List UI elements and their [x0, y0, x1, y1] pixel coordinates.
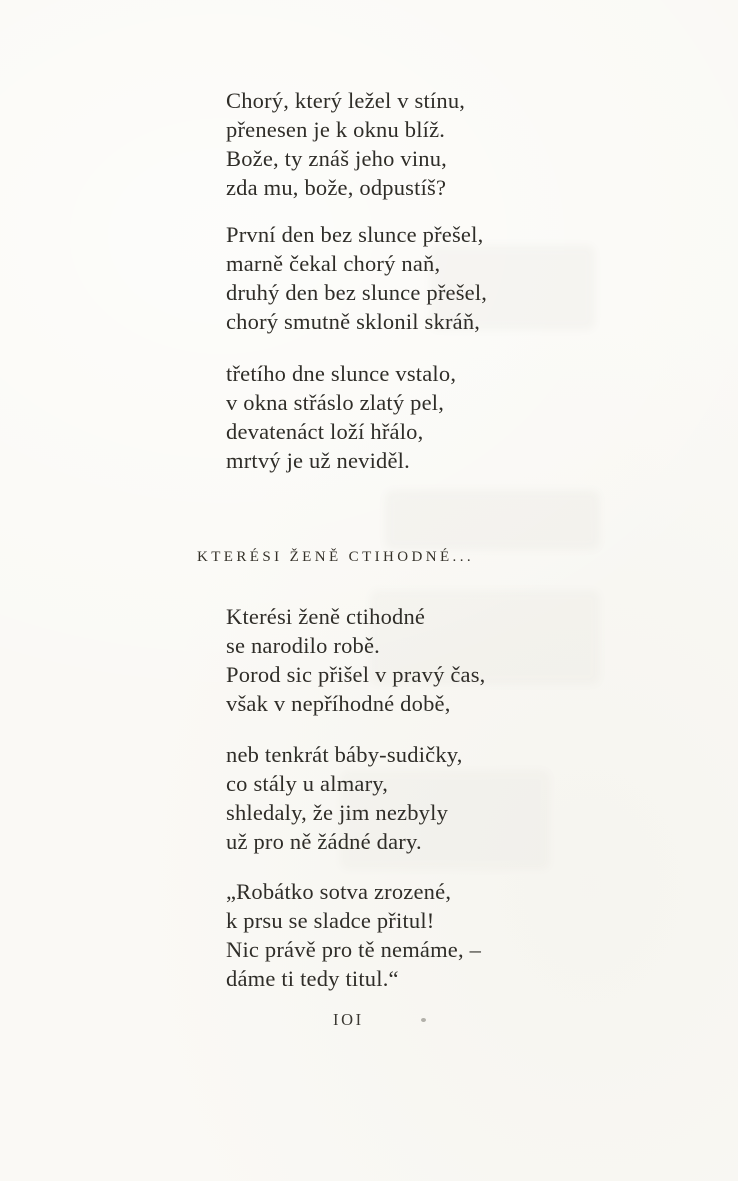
verse-line: v okna střáslo zlatý pel,	[226, 390, 445, 415]
verse-line: První den bez slunce přešel,	[226, 222, 484, 247]
verse-line: chorý smutně sklonil skráň,	[226, 309, 481, 334]
verse-line: Bože, ty znáš jeho vinu,	[226, 146, 447, 171]
verse-line: Chorý, který ležel v stínu,	[226, 88, 466, 113]
stanza	[226, 359, 456, 475]
verse-line: mrtvý je už neviděl.	[226, 448, 410, 473]
poem-title: KTERÉSI ŽENĚ CTIHODNÉ...	[197, 549, 474, 565]
verse-line: dáme ti tedy titul.“	[226, 966, 399, 991]
verse-line: přenesen je k oknu blíž.	[226, 117, 446, 142]
verse-line: Kterési ženě ctihodné	[226, 604, 426, 629]
verse-line: Nic právě pro tě nemáme, –	[226, 937, 482, 962]
verse-line: však v nepříhodné době,	[226, 691, 451, 716]
verse-line: už pro ně žádné dary.	[226, 829, 422, 854]
page-number: IOI	[333, 1010, 364, 1029]
verse-line: co stály u almary,	[226, 771, 389, 796]
verse-line: devatenáct loží hřálo,	[226, 419, 424, 444]
bleed-through-artifact	[385, 490, 600, 550]
verse-line: neb tenkrát báby-sudičky,	[226, 742, 463, 767]
verse-line: shledaly, že jim nezbyly	[226, 800, 449, 825]
verse-line: se narodilo robě.	[226, 633, 380, 658]
stanza	[226, 877, 481, 993]
stanza	[226, 602, 486, 718]
scan-speck	[421, 1018, 426, 1022]
verse-line: druhý den bez slunce přešel,	[226, 280, 488, 305]
verse-line: marně čekal chorý naň,	[226, 251, 441, 276]
stanza	[226, 740, 463, 856]
verse-line: k prsu se sladce přitul!	[226, 908, 435, 933]
verse-line: třetího dne slunce vstalo,	[226, 361, 457, 386]
stanza	[226, 86, 465, 202]
verse-line: „Robátko sotva zrozené,	[226, 879, 452, 904]
verse-line: zda mu, bože, odpustíš?	[226, 175, 447, 200]
stanza	[226, 220, 487, 336]
verse-line: Porod sic přišel v pravý čas,	[226, 662, 486, 687]
